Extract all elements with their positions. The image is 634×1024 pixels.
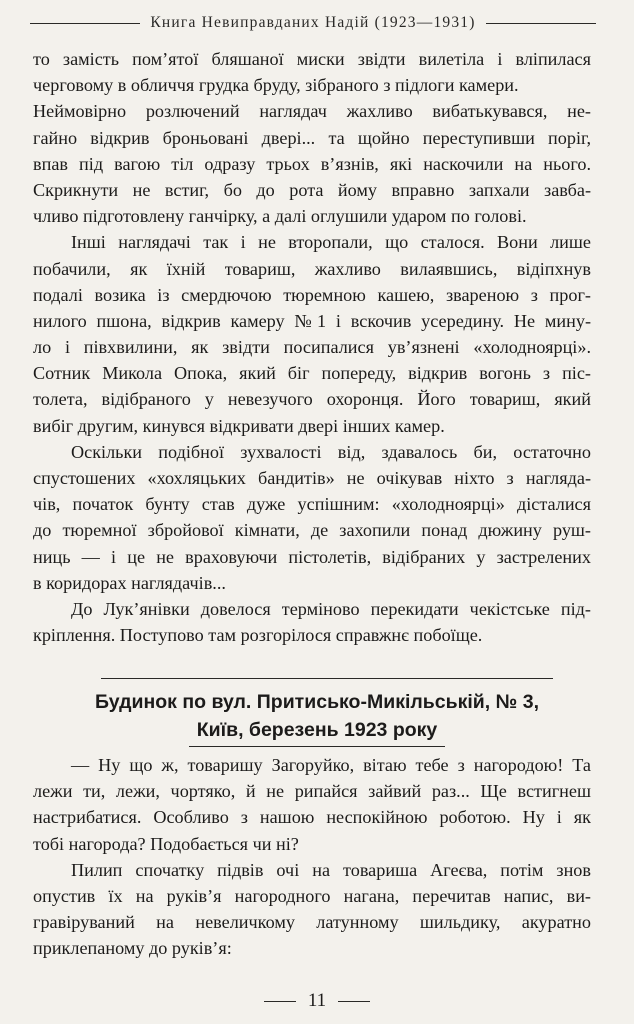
footer-dash-left [264,1001,296,1002]
text-line: чів, початок бунту став дуже успішним: «холодноярці» дісталися [33,494,591,515]
section-heading-line-1: Будинок по вул. Притисько-Микільській, № 3, [95,691,539,713]
text-line: настрибатися. Особливо з нашою неспокійною роботою. Ну і як [33,807,591,828]
text-line: нилого пшона, відкрив камеру №1 і вскочив усередину. Не мину- [33,310,591,331]
body-text-block-1 [33,46,591,648]
text-line: Сотник Микола Опока, який біг попереду, відкрив вогонь з піс- [33,363,591,384]
running-header-title: Книга Невиправданих Надій (1923—1931) [150,14,476,31]
text-line: побачили, як їхній товариш, жахливо вилаявшись, відіпхнув [33,258,591,279]
text-line: До Лук’янівки довелося терміново перекидати чекістське під- [71,598,591,619]
text-line: подалі возика із смердючою тюремною кашею, звареною з прог- [33,284,591,305]
text-line: кріплення. Поступово там розгорілося справжнє побоїще. [33,625,483,646]
text-line: до тюремної збройової кімнати, де захопили понад дюжину руш- [33,520,591,541]
text-line: ло і півхвилини, як звідти посипалися ув’язнені «холодноярці». [33,337,591,358]
text-line: ниць — і це не враховуючи пістолетів, відібраних у застрелених [33,546,591,567]
header-rule-right [486,23,596,24]
header-rule-left [30,23,140,24]
text-line: спустошених «хохляцьких бандитів» не очікував ніхто з наглядa- [33,468,591,488]
text-line: гравіруваний на невеличкому латунному шильдику, акуратно [33,912,591,933]
text-line: Оскільки подібної зухвалості від, здавалось би, остаточно [71,441,591,462]
text-line: лежи ти, лежи, чортяко, й не рипайся зайвий раз... Ще встигнеш [33,781,591,802]
text-line: черговому в обличчя грудка бруду, зібраного з підлоги камери. [33,75,519,96]
text-line: Пилип спочатку підвів очі на товариша Агеєва, потім знов [71,859,591,880]
text-line: гайно відкрив броньовані двері... та щойно переступивши поріг, [33,127,591,148]
text-line: приклепаному до руків’я: [33,938,232,959]
text-line: вибіг другим, кинувся відкривати двері інших камер. [33,415,445,436]
text-line: тобі нагорода? Подобається чи ні? [33,833,299,854]
text-line: — Ну що ж, товаришу Загоруйко, вітаю тебе з нагородою! Та [71,755,591,775]
text-line: Неймовірно розлючений наглядач жахливо вибатькувався, не- [33,101,591,122]
page-footer [240,988,394,1014]
text-line: Скрикнути не встиг, бо до рота йому вправно запхали завба- [33,179,591,200]
body-text-block-2 [33,752,591,962]
text-line: опустив їх на руків’я нагородного нагана, перечитав напис, ви- [33,885,591,906]
text-line: впав під вагою тіл одразу трьох в’язнів, які наскочили на нього. [33,153,591,174]
text-line: в коридорах наглядачів... [33,572,226,593]
text-line: чливо підготовлену ганчірку, а далі оглушили ударом по голові. [33,206,527,227]
text-line: толета, відібраного у невезучого охоронця. Його товариш, який [33,389,591,410]
section-heading [60,688,574,747]
section-divider-rule [101,678,553,679]
footer-dash-right [338,1001,370,1002]
text-line: Інші наглядачі так і не второпали, що сталося. Вони лише [71,232,591,253]
section-heading-line-2: Київ, березень 1923 року [189,716,446,747]
page-number: 11 [307,990,327,1011]
running-header [30,10,596,36]
text-line: то замість пом’ятої бляшаної миски звідти вилетіла і вліпилася [33,49,591,69]
